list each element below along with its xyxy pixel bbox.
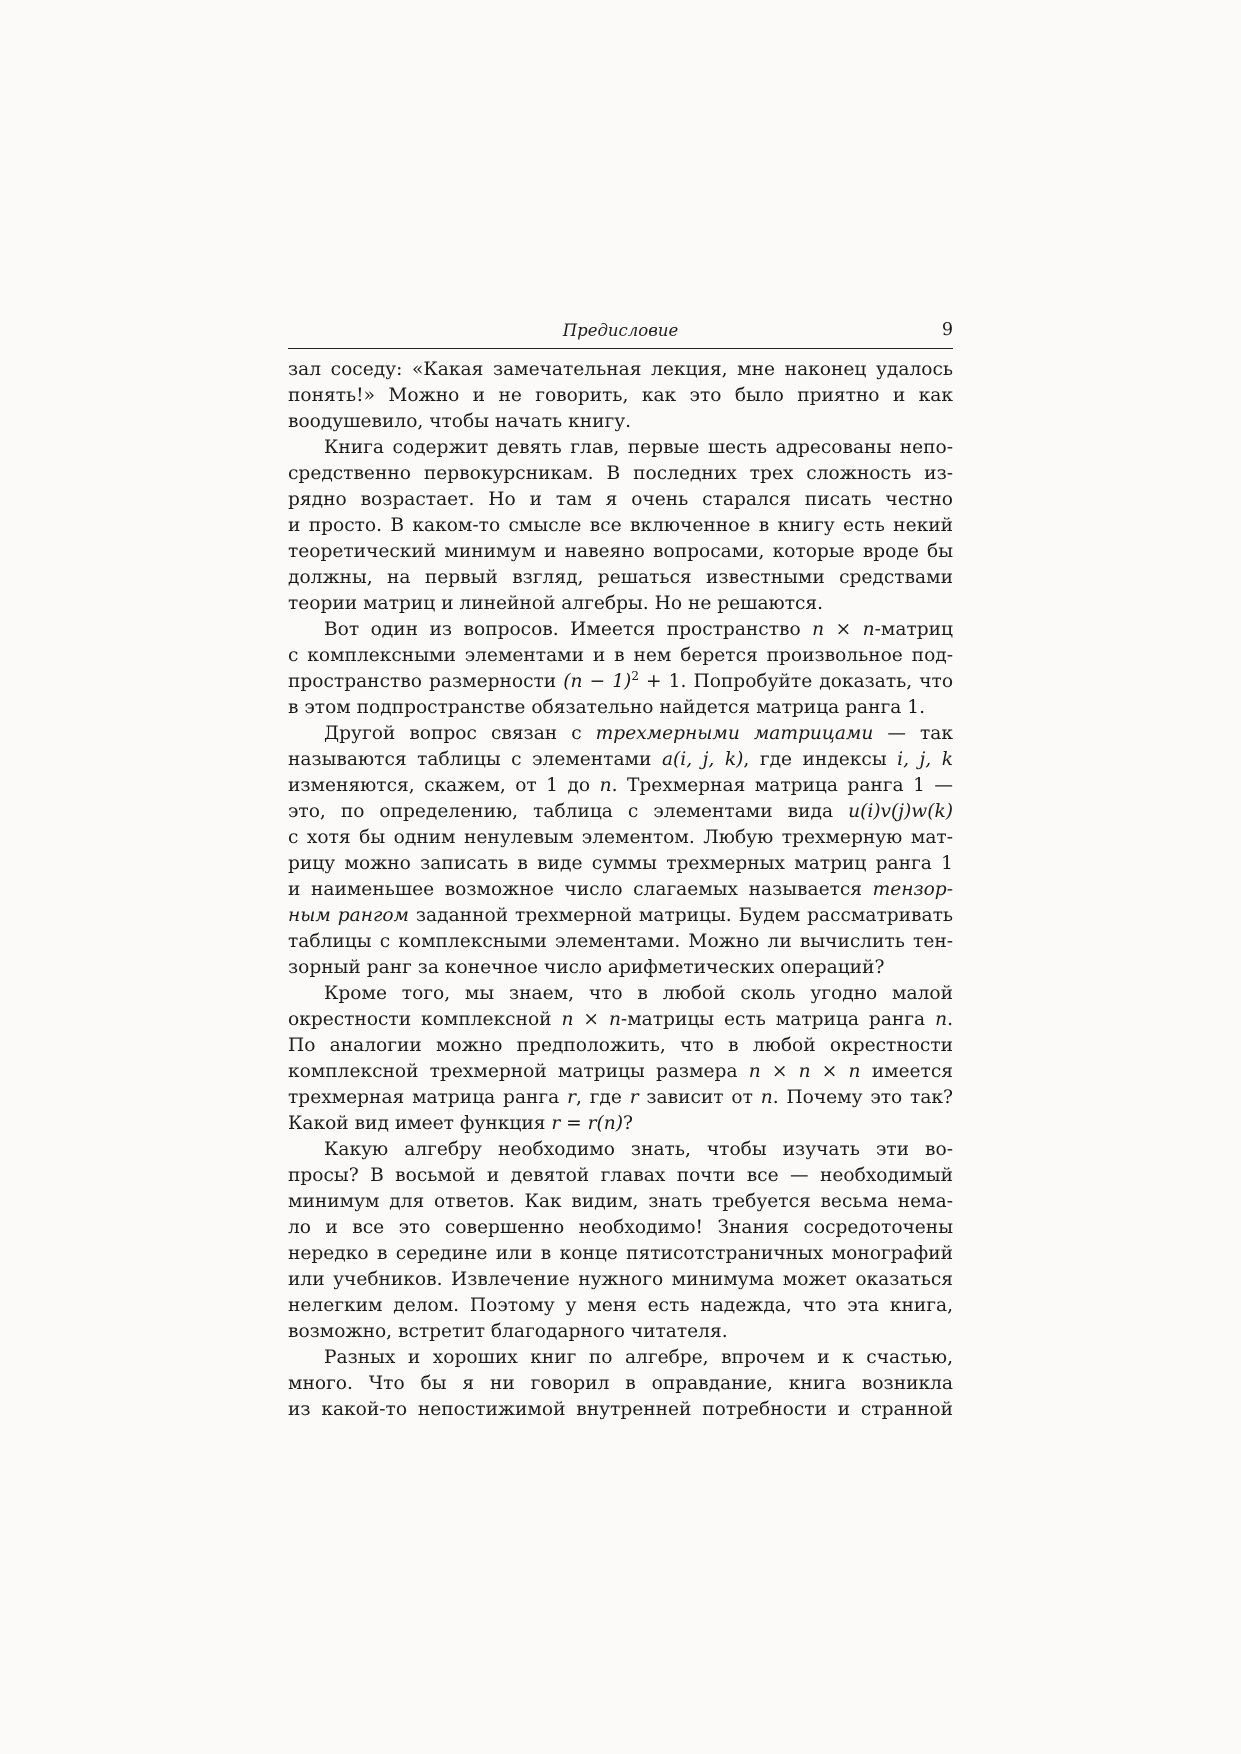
text-line (288, 1345, 953, 1371)
text-run: средственно первокурсникам. В последних трех сложность из- (288, 463, 953, 484)
text-run: окрестности комплексной (288, 1009, 562, 1030)
text-run: из какой-то непостижимой внутренней потребности и странной (288, 1399, 953, 1420)
text-line (288, 825, 953, 851)
text-line (288, 1397, 953, 1423)
text-run: заданной трехмерной матрицы. Будем рассматривать (408, 905, 953, 926)
text-run: рицу можно записать в виде суммы трехмерных матриц ранга 1 (288, 853, 953, 874)
text-line (288, 1189, 953, 1215)
emphasis-term: трехмерными матрицами (595, 723, 874, 744)
text-line (288, 643, 953, 669)
text-run: Какой вид имеет функция (288, 1113, 552, 1134)
text-line (288, 383, 953, 409)
text-run: зависит от (638, 1087, 761, 1108)
text-line (288, 591, 953, 617)
math-expression: n (935, 1009, 948, 1030)
text-line (288, 617, 953, 643)
math-expression: r = r(n) (551, 1113, 624, 1134)
math-expression: (n − 1) (563, 671, 632, 692)
text-run: . Почему это так? (772, 1087, 953, 1108)
text-run: и наименьшее возможное число слагаемых называется (288, 879, 873, 900)
paragraph (288, 435, 953, 617)
text-line (288, 1085, 953, 1111)
text-line (288, 747, 953, 773)
text-run: Книга содержит девять глав, первые шесть адресованы непо- (324, 437, 953, 458)
text-run: ? (623, 1113, 634, 1134)
text-run: зал соседу: «Какая замечательная лекция, мне наконец удалось (288, 359, 953, 380)
text-run: изменяются, скажем, от 1 до (288, 775, 600, 796)
text-run: в этом подпространстве обязательно найдется матрица ранга 1. (288, 697, 926, 718)
math-expression: a(i, j, k) (661, 749, 744, 770)
text-line (288, 955, 953, 981)
text-line (288, 409, 953, 435)
text-line (288, 799, 953, 825)
text-line (288, 1111, 953, 1137)
running-head (288, 318, 953, 349)
text-run: воодушевило, чтобы начать книгу. (288, 411, 632, 432)
text-line (288, 435, 953, 461)
paragraph (288, 981, 953, 1137)
text-line (288, 695, 953, 721)
math-expression: n × n × n (748, 1061, 861, 1082)
text-line (288, 357, 953, 383)
math-expression: n (760, 1087, 773, 1108)
text-run: называются таблицы с элементами (288, 749, 662, 770)
text-run: Разных и хороших книг по алгебре, впрочем и к счастью, (324, 1347, 953, 1368)
text-line (288, 461, 953, 487)
text-run: По аналогии можно предположить, что в любой окрестности (288, 1035, 953, 1056)
text-run: должны, на первый взгляд, решаться известными средствами (288, 567, 953, 588)
text-run: зорный ранг за конечное число арифметических операций? (288, 957, 885, 978)
text-line (288, 773, 953, 799)
text-run: понять!» Можно и не говорить, как это было приятно и как (288, 385, 953, 406)
text-line (288, 669, 953, 695)
text-run: ло и все это совершенно необходимо! Знания сосредоточены (288, 1217, 953, 1238)
text-run: . Трехмерная матрица ранга 1 — (611, 775, 954, 796)
text-run: и просто. В каком-то смысле все включенное в книгу есть некий (288, 515, 953, 536)
text-run: нелегким делом. Поэтому у меня есть надежда, что эта книга, (288, 1295, 953, 1316)
text-run: . (947, 1009, 953, 1030)
body-text (288, 357, 953, 1423)
text-run: нередко в середине или в конце пятисотстраничных монографий (288, 1243, 953, 1264)
page-number: 9 (941, 320, 953, 340)
text-run: Вот один из вопросов. Имеется пространство (324, 619, 813, 640)
text-line (288, 1007, 953, 1033)
text-run: минимум для ответов. Как видим, знать требуется весьма нема- (288, 1191, 953, 1212)
text-run: много. Что бы я ни говорил в оправдание, книга возникла (288, 1373, 953, 1394)
text-run: Другой вопрос связан с (324, 723, 596, 744)
text-run: имеется (860, 1061, 953, 1082)
math-expression: n × n (812, 619, 875, 640)
running-title: Предисловие (562, 321, 679, 340)
text-run: — так (873, 723, 953, 744)
text-line (288, 513, 953, 539)
text-run: -матрицы есть матрица ранга (620, 1009, 936, 1030)
paragraph (288, 357, 953, 435)
text-line (288, 539, 953, 565)
paragraph (288, 1137, 953, 1345)
text-run: или учебников. Извлечение нужного минимума может оказаться (288, 1269, 953, 1290)
text-line (288, 929, 953, 955)
math-expression: n (599, 775, 612, 796)
text-run: рядно возрастает. Но и там я очень старался писать честно (288, 489, 953, 510)
math-expression: r (629, 1087, 639, 1108)
text-run: -матриц (874, 619, 953, 640)
text-line (288, 981, 953, 1007)
text-line (288, 851, 953, 877)
emphasis-term: ным рангом (288, 905, 409, 926)
text-line (288, 1163, 953, 1189)
math-expression: r (567, 1087, 576, 1108)
text-line (288, 877, 953, 903)
math-expression: i, j, k (897, 749, 953, 770)
text-line (288, 487, 953, 513)
text-run: , где индексы (743, 749, 898, 770)
paragraph (288, 617, 953, 721)
text-line (288, 1267, 953, 1293)
text-run: теории матриц и линейной алгебры. Но не решаются. (288, 593, 824, 614)
text-line (288, 1059, 953, 1085)
text-run: с хотя бы одним ненулевым элементом. Любую трехмерную мат- (288, 827, 953, 848)
math-exponent: 2 (631, 668, 639, 683)
text-line (288, 1319, 953, 1345)
text-line (288, 565, 953, 591)
text-run: + 1. Попробуйте доказать, что (638, 671, 954, 692)
text-line (288, 1215, 953, 1241)
text-run: просы? В восьмой и девятой главах почти все — необходимый (288, 1165, 953, 1186)
text-run: таблицы с комплексными элементами. Можно ли вычислить тен- (288, 931, 953, 952)
math-expression: n × n (561, 1009, 621, 1030)
text-run: Кроме того, мы знаем, что в любой сколь угодно малой (324, 983, 953, 1004)
text-run: трехмерная матрица ранга (288, 1087, 568, 1108)
text-run: с комплексными элементами и в нем берется произвольное под- (288, 645, 953, 666)
page-content (288, 318, 953, 1423)
paragraph (288, 721, 953, 981)
text-run: Какую алгебру необходимо знать, чтобы изучать эти во- (324, 1139, 953, 1160)
text-line (288, 903, 953, 929)
text-line (288, 1293, 953, 1319)
text-run: комплексной трехмерной матрицы размера (288, 1061, 749, 1082)
paragraph (288, 1345, 953, 1423)
text-run: возможно, встретит благодарного читателя. (288, 1321, 728, 1342)
text-run: теоретический минимум и навеяно вопросами, которые вроде бы (288, 541, 953, 562)
text-line (288, 721, 953, 747)
text-line (288, 1241, 953, 1267)
text-line (288, 1371, 953, 1397)
text-run: это, по определению, таблица с элементами вида (288, 801, 849, 822)
text-line (288, 1033, 953, 1059)
math-expression: u(i)v(j)w(k) (848, 801, 953, 822)
text-line (288, 1137, 953, 1163)
text-run: пространство размерности (288, 671, 564, 692)
emphasis-term: тензор- (872, 879, 953, 900)
text-run: , где (575, 1087, 630, 1108)
